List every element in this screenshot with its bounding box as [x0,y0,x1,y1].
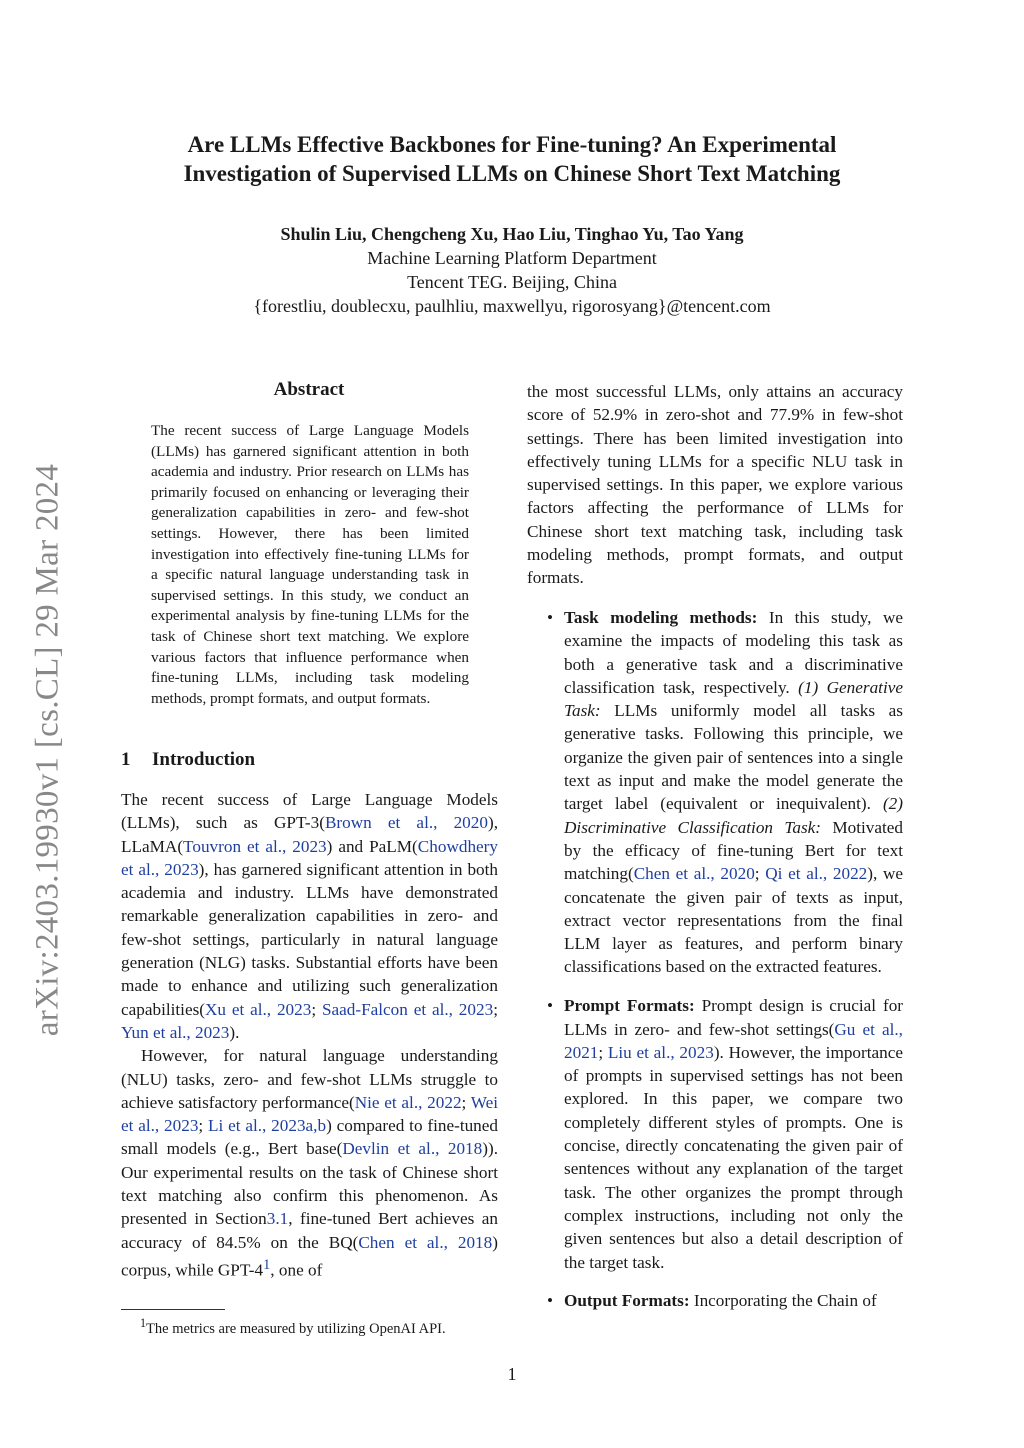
intro-paragraph-2: However, for natural language understanding (NLU) tasks, zero- and few-shot LLMs struggle to achieve satisfactory performance(Nie et al., 2022; Wei et al., 2023; Li et al., 2023a,b) compared to fine-tuned small models (e.g., Bert base(Devlin et al., 2018)). Our experimental results on the task of Chinese short text matching also confirm this phenomenon. As presented in Section3.1, fine-tuned Bert achieves an accuracy of 84.5% on the BQ(Chen et al., 2018) corpus, while GPT-$4^1$, one of [121,1046,499,1280]
list-item-prompt-formats: • Prompt Formats: Prompt design is crucial for LLMs in zero- and few-shot settings(Gu et al., 2021; Liu et al., 2023). However, the importance of prompts in supervised settings has not been explored. In this paper, we compare two completely different styles of prompts. One is concise, directly concatenating the given pair of sentences without any explanation of the target task. The other organizes the prompt through complex instructions, including not only the given sentences but also a detail description of the target task. [547,996,904,1272]
citation-link[interactable]: Qi et al., 2022 [765,864,868,884]
paper-title [120,130,904,188]
citation-link[interactable]: Devlin et al., 2018 [342,1139,483,1159]
arxiv-identifier [18,450,78,1050]
section-title: Introduction [152,749,256,770]
author-emails: {forestliu, doublecxu, paulhliu, maxwellyu, rigorosyang}@tencent.com [253,296,771,316]
section-reference-link[interactable]: 3.1 [266,1209,289,1229]
contribution-list [547,606,903,1328]
abstract-heading: Abstract [273,379,345,400]
bullet-icon: • [547,1291,554,1311]
author-organization: Tencent TEG. Beijing, China [407,272,617,292]
list-item-task-modeling: • Task modeling methods: In this study, we examine the impacts of modeling this task as both a generative task and a discriminative classification task, respectively. (1) Generative Task: LLMs uniformly model all tasks as generative tasks. Following this principle, we organize the given pair of sentences into a single text as input and make the model generate the target label (equivalent or inequivalent). (2) Discriminative Classification Task: Motivated by the efficacy of fine-tuning Bert for text matching(Chen et al., 2020; Qi et al., 2022), we concatenate the given pair of texts as input, extract vector representations from the final LLM layer as features, and perform binary classifications based on the extracted features. [547,608,904,977]
citation-link[interactable]: Chen et al., 2020 [633,864,755,884]
citation-link[interactable]: Brown et al., 2020 [324,813,488,833]
footnote [140,1314,498,1339]
citation-link[interactable]: Chowdhery et al., 2023 [121,836,498,879]
author-department: Machine Learning Platform Department [367,248,657,268]
citation-link[interactable]: Li et al., 2023a,b [208,1116,327,1136]
citation-link[interactable]: Xu et al., 2023 [205,999,312,1019]
intro-paragraph-1: The recent success of Large Language Models (LLMs), such as GPT-3(Brown et al., 2020), LLaMA(Touvron et al., 2023) and PaLM(Chowdhery et al., 2023), has garnered significant attention in both academia and industry. LLMs have demonstrated remarkable generalization capabilities in zero- and few-shot settings, particularly in natural language generation (NLG) tasks. Substantial efforts have been made to enhance and utilizing such generalization capabilities(Xu et al., 2023; Saad-Falcon et al., 2023; Yun et al., 2023). [121,790,498,1042]
citation-link[interactable]: Touvron et al., 2023 [183,836,327,856]
citation-link[interactable]: Liu et al., 2023 [607,1042,714,1062]
introduction-right-column-text: the most successful LLMs, only attains an accuracy score of 52.9% in zero-shot and 77.9% in few-shot settings. There has been limited investigation into effectively tuning LLMs for a specific NLU task in supervised settings. In this paper, we explore various factors affecting the performance of LLMs for Chinese short text matching task, including task modeling methods, prompt formats, and output formats. [527,382,903,588]
section-heading-introduction [121,749,255,771]
introduction-left-column [121,788,498,1282]
section-number: 1 [121,749,131,770]
page-number: 1 [507,1364,517,1384]
citation-link[interactable]: Gu et al., 2021 [564,1019,903,1062]
citation-link[interactable]: Wei et al., 2023 [121,1092,498,1136]
citation-link[interactable]: Chen et al., 2018 [358,1232,493,1252]
citation-link[interactable]: Saad-Falcon et al., 2023 [321,999,494,1019]
list-item-output-formats: • Output Formats: Incorporating the Chain of [547,1289,903,1312]
title-line-1: Are LLMs Effective Backbones for Fine-tuning? An Experimental [187,132,837,157]
bullet-icon: • [547,608,554,627]
bullet-icon: • [547,996,554,1016]
footnote-divider [121,1309,225,1310]
citation-link[interactable]: Yun et al., 2023 [121,1022,230,1042]
footnote-marker[interactable]: 1 [263,1256,271,1273]
author-block [120,222,904,318]
author-names: Shulin Liu, Chengcheng Xu, Hao Liu, Tinghao Yu, Tao Yang [280,224,744,244]
title-line-2: Investigation of Supervised LLMs on Chinese Short Text Matching [183,161,841,186]
citation-link[interactable]: Nie et al., 2022 [354,1092,462,1112]
footnote-text: The metrics are measured by utilizing OpenAI API. [146,1320,446,1337]
arxiv-identifier-text: arXiv:2403.19930v1 [cs.CL] 29 Mar 2024 [29,463,66,1037]
footnote-mark: 1 [140,1316,147,1330]
abstract-text: The recent success of Large Language Models (LLMs) has garnered significant attention in both academia and industry. Prior research on LLMs has primarily focused on enhancing or leveraging their generalization capabilities in zero- and few-shot settings. However, there has been limited investigation into effectively fine-tuning LLMs for a specific natural language understanding task in supervised settings. In this study, we conduct an experimental analysis by fine-tuning LLMs for the task of Chinese short text matching. We explore various factors that influence performance when fine-tuning LLMs, including task modeling methods, prompt formats, and output formats. [151,422,469,707]
